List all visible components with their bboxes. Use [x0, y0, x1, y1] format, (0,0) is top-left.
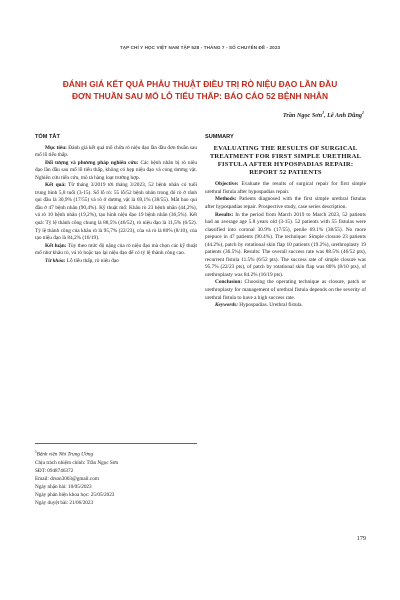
summary-title: EVALUATING THE RESULTS OF SURGICAL TREATMENT FOR FIRST SIMPLE URETHRAL FISTULA AFTER HYPOSPADIAS REPAIR: REPORT 52 PATIENTS	[209, 144, 362, 177]
summary-heading: SUMMARY	[205, 134, 234, 140]
footnote-phone: SĐT: 0948746372	[35, 467, 74, 474]
methods-text: Patients diagnosed with the first simple urethral fistulas after hypospadias repair. Prospective study, case series description.	[205, 196, 366, 210]
doi-tuong-text: Các bệnh nhân bị rò niệu đạo lần đầu sau mổ lỗ tiểu thấp, không có hẹp niệu đạo và cong dương vật. Nghiên cứu tiến cứu, mô tả hàng loạt trường hợp.	[35, 159, 197, 181]
ket-luan-label: Kết luận:	[45, 242, 67, 249]
tu-khoa-label: Từ khóa:	[45, 257, 66, 264]
objective-label: Objective:	[215, 181, 239, 188]
objective-paragraph	[205, 181, 366, 196]
author-1: Trần Ngọc Sơn	[282, 112, 323, 120]
abstract-en	[205, 134, 366, 310]
conclusion-paragraph	[205, 279, 366, 302]
ket-qua-text: Từ tháng 3/2019 tới tháng 3/2023, 52 bệnh nhân có tuổi trung bình 5,8 tuổi (3-15). Số lỗ rò: 55 lỗ/52 bệnh nhân trong đó rò ở rãnh qui đầu là 30,9% (17/55) và rò ở dương vật là 69,1% (38/55). Mắt bao qui đầu ở 47 bệnh nhân (90,4%). Kỹ thuật mổ: Khâu rò 23 bệnh nhân (44,2%), vá rò 10 bệnh nhân (19,2%), tạo hình niệu đạo 19 bệnh nhân (36,5%). Kết quả: Tỷ lệ thành công chung là 88,5% (46/52), rò niệu đạo là 11,5% (6/52). Tỷ lệ thành công của khâu rò là 95,7% (22/23), của vá rò là 80% (8/10), của tạo niệu đạo là 84,2% (16/19).	[35, 182, 197, 242]
objective-text: Evaluate the results of surgical repair for first simple urethral fistula after hypospadias repair.	[205, 181, 366, 195]
tu-khoa-text: Lỗ tiểu thấp, rò niệu đạo	[65, 257, 119, 264]
keywords-label: Keywords:	[215, 302, 238, 309]
abstract-vi	[35, 134, 197, 265]
methods-paragraph	[205, 196, 366, 211]
footnote-affiliation-text: Bệnh viện Nhi Trung Ương	[36, 451, 94, 458]
methods-label: Methods:	[215, 196, 237, 203]
keywords-text: Hypospadias. Urethral fistula.	[237, 302, 303, 309]
muc-tieu-text: Đánh giá kết quả mổ chữa rò niệu đạo lần đầu đơn thuần sau mổ lỗ tiểu thấp.	[35, 144, 197, 159]
results-paragraph	[205, 212, 366, 280]
ket-qua-label: Kết quả:	[45, 182, 66, 189]
footnote-reviewed: Ngày phản biện khoa học: 25/05/2023	[35, 492, 115, 499]
doi-tuong-label: Đối tượng và phương pháp nghiên cứu:	[45, 159, 139, 166]
footnote-accepted: Ngày duyệt bài: 21/06/2023	[35, 500, 94, 507]
results-text: In the period from March 2019 to March 2023, 52 patients had an average age 5.8 years old (3-15). 52 patients with 55 fistulas were classified into coronal 30.9% (17/55), penile 69.1% (38/55). No more prepuce in 47 patients (90.4%). The technique: Simple closure 23 patients (44.2%), patch by rotational skin flap 10 patients (19.2%), urethroplasty 19 patients (36.5%). Results: The overall success rate was 88.5% (46/52 pts), recurrent fistula 11.5% (6/52 pts). The success rate of simple closure was 95.7% (22/23 pts), of patch by rotational skin flap was 80% (8/10 pts), of urethroplasty was 84.2% (16/19 pts).	[205, 211, 366, 278]
ket-qua-paragraph	[35, 182, 197, 242]
tomtat-heading: TÓM TẮT	[35, 134, 60, 140]
author-1-affil: 1	[322, 110, 325, 115]
author-2-affil: 1	[362, 110, 364, 115]
journal-header: TẠP CHÍ Y HỌC VIỆT NAM TẬP 528 - THÁNG 7 - SỐ CHUYÊN ĐỀ - 2023	[119, 45, 281, 50]
results-label: Results:	[215, 211, 234, 218]
title-line-2: ĐƠN THUẦN SAU MỔ LỖ TIỂU THẤP: BÁO CÁO 52 BỆNH NHÂN	[71, 91, 329, 101]
title-line-1: ĐÁNH GIÁ KẾT QUẢ PHẪU THUẬT ĐIỀU TRỊ RÒ NIỆU ĐẠO LẦN ĐẦU	[62, 79, 338, 89]
footnote-sup: 1	[35, 450, 37, 454]
footnote-responsible: Chịu trách nhiệm chính: Trần Ngọc Sơn	[35, 459, 119, 466]
authors	[283, 110, 364, 119]
doi-tuong-paragraph	[35, 160, 197, 183]
conclusion-text: Choosing the operating technique as closure, patch or urethroplasty for management of urethral fistula depends on the severity of urethral fistula to have a high success rate.	[205, 279, 366, 301]
muc-tieu-label: Mục tiêu:	[45, 144, 67, 151]
keywords-paragraph	[205, 302, 366, 310]
ket-luan-text: Tùy theo mức độ nặng của rò niệu đạo mà chọn các kỹ thuật mổ như khâu rò, vá rò hoặc tạo lại niệu đạo để có tỷ lệ thành công cao.	[35, 242, 197, 257]
footnote-received: Ngày nhận bài: 10/05/2023	[35, 484, 92, 491]
footnote-affiliation	[35, 448, 197, 459]
ket-luan-paragraph	[35, 243, 197, 258]
conclusion-label: Conclusion:	[215, 279, 243, 286]
article-title	[34, 78, 366, 102]
page-number: 179	[356, 535, 366, 542]
author-2: , Lê Anh Dũng	[324, 112, 362, 120]
muc-tieu-paragraph	[35, 145, 197, 160]
footnote	[35, 443, 197, 507]
footnote-email: Email: drson3003@gmail.com	[35, 476, 99, 483]
tu-khoa-paragraph	[35, 258, 197, 266]
